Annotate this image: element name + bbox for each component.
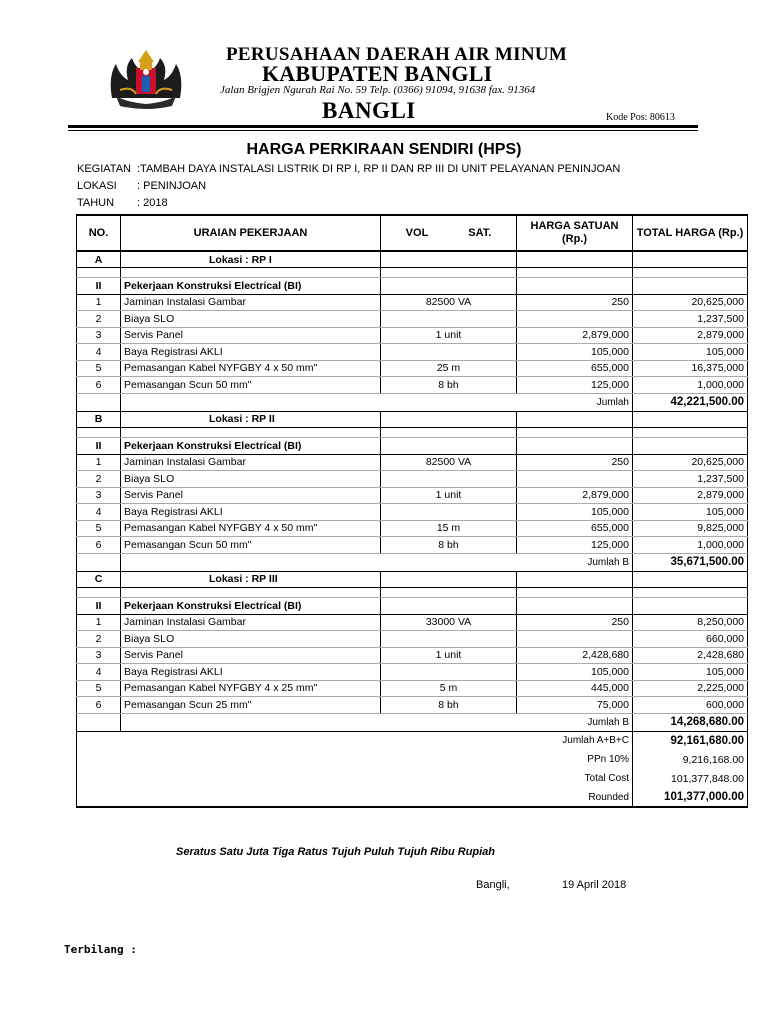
row-volume: 1 unit (381, 327, 517, 344)
blank-cell (77, 788, 517, 807)
pdam-bangli-logo (106, 46, 186, 110)
subtotal-row (77, 393, 748, 411)
table-row (77, 454, 748, 471)
row-unit-price: 75,000 (517, 697, 633, 714)
table-row (77, 680, 748, 697)
summary-value: 101,377,848.00 (633, 769, 748, 788)
row-total: 105,000 (633, 504, 748, 521)
summary-label: Rounded (517, 788, 633, 807)
row-no: 6 (77, 697, 121, 714)
row-description: Pemasangan Scun 50 mm" (121, 537, 381, 554)
row-description: Servis Panel (121, 647, 381, 664)
table-row (77, 697, 748, 714)
row-total: 660,000 (633, 631, 748, 648)
blank-cell (517, 411, 633, 428)
row-no: 4 (77, 664, 121, 681)
blank-cell (381, 713, 517, 731)
subtotal-value: 35,671,500.00 (633, 553, 748, 571)
row-total: 1,237,500 (633, 471, 748, 488)
blank-cell (633, 588, 748, 598)
blank-cell (633, 598, 748, 615)
row-total: 105,000 (633, 664, 748, 681)
spacer-row (77, 588, 748, 598)
row-total: 105,000 (633, 344, 748, 361)
row-unit-price: 105,000 (517, 504, 633, 521)
summary-label: Total Cost (517, 769, 633, 788)
subtotal-label: Jumlah B (517, 713, 633, 731)
table-row (77, 311, 748, 328)
summary-label: Jumlah A+B+C (517, 731, 633, 750)
blank-cell (121, 553, 381, 571)
blank-cell (77, 713, 121, 731)
letterhead-city: BANGLI (322, 98, 416, 123)
row-volume: 8 bh (381, 697, 517, 714)
row-description: Servis Panel (121, 327, 381, 344)
row-no: 2 (77, 471, 121, 488)
info-lokasi-value: : PENINJOAN (137, 180, 207, 192)
row-volume (381, 344, 517, 361)
section-code: B (77, 411, 121, 428)
row-unit-price (517, 311, 633, 328)
subtotal-label: Jumlah B (517, 553, 633, 571)
row-no: 3 (77, 647, 121, 664)
blank-cell (381, 571, 517, 588)
row-description: Jaminan Instalasi Gambar (121, 454, 381, 471)
blank-cell (381, 268, 517, 278)
row-unit-price: 250 (517, 614, 633, 631)
row-volume: 82500 VA (381, 294, 517, 311)
row-unit-price: 105,000 (517, 344, 633, 361)
section-location: Lokasi : RP I (121, 251, 381, 268)
section-row (77, 411, 748, 428)
blank-cell (77, 428, 121, 438)
subtotal-label: Jumlah (517, 393, 633, 411)
row-description: Baya Registrasi AKLI (121, 664, 381, 681)
amount-in-words: Seratus Satu Juta Tiga Ratus Tujuh Puluh Tujuh Ribu Rupiah (176, 846, 496, 858)
blank-cell (633, 438, 748, 455)
terbilang-label: Terbilang : (64, 943, 137, 956)
row-no: 1 (77, 454, 121, 471)
row-no: 5 (77, 520, 121, 537)
blank-cell (633, 571, 748, 588)
row-no: 4 (77, 504, 121, 521)
blank-cell (121, 588, 381, 598)
blank-cell (381, 598, 517, 615)
row-volume (381, 504, 517, 521)
row-description: Pemasangan Scun 50 mm" (121, 377, 381, 394)
table-row (77, 614, 748, 631)
row-no: 6 (77, 377, 121, 394)
blank-cell (77, 588, 121, 598)
row-description: Jaminan Instalasi Gambar (121, 614, 381, 631)
row-volume: 82500 VA (381, 454, 517, 471)
info-lokasi-label: LOKASI (77, 180, 117, 192)
letterhead-postal-code: Kode Pos: 80613 (606, 112, 675, 123)
row-unit-price: 655,000 (517, 520, 633, 537)
signature-place: Bangli, (476, 879, 510, 891)
row-description: Baya Registrasi AKLI (121, 504, 381, 521)
table-row (77, 664, 748, 681)
row-unit-price: 2,879,000 (517, 487, 633, 504)
row-description: Pemasangan Kabel NYFGBY 4 x 50 mm" (121, 360, 381, 377)
blank-cell (77, 393, 121, 411)
row-unit-price: 250 (517, 294, 633, 311)
row-unit-price (517, 631, 633, 648)
row-volume: 8 bh (381, 377, 517, 394)
header-sat: SAT. (468, 227, 492, 239)
row-volume: 5 m (381, 680, 517, 697)
blank-cell (633, 428, 748, 438)
blank-cell (381, 438, 517, 455)
blank-cell (517, 571, 633, 588)
section-location: Lokasi : RP III (121, 571, 381, 588)
row-volume: 1 unit (381, 487, 517, 504)
row-total: 20,625,000 (633, 454, 748, 471)
letterhead-address: Jalan Brigjen Ngurah Rai No. 59 Telp. (0366) 91094, 91638 fax. 91364 (220, 84, 536, 96)
subtotal-row (77, 553, 748, 571)
header-no: NO. (77, 215, 121, 251)
info-tahun (77, 197, 168, 209)
summary-row (77, 769, 748, 788)
blank-cell (517, 598, 633, 615)
row-volume: 8 bh (381, 537, 517, 554)
blank-cell (381, 278, 517, 295)
blank-cell (517, 428, 633, 438)
signature-date: 19 April 2018 (562, 879, 627, 891)
spacer-row (77, 268, 748, 278)
blank-cell (517, 251, 633, 268)
header-uraian: URAIAN PEKERJAAN (121, 215, 381, 251)
subsection-title: Pekerjaan Konstruksi Electrical (BI) (121, 438, 381, 455)
row-description: Jaminan Instalasi Gambar (121, 294, 381, 311)
letterhead (68, 38, 698, 130)
letterhead-rule-thin (68, 130, 698, 131)
row-no: 5 (77, 680, 121, 697)
row-description: Pemasangan Kabel NYFGBY 4 x 25 mm" (121, 680, 381, 697)
subsection-code: II (77, 598, 121, 615)
blank-cell (517, 268, 633, 278)
table-row (77, 504, 748, 521)
blank-cell (121, 393, 381, 411)
info-tahun-label: TAHUN (77, 197, 115, 209)
row-total: 8,250,000 (633, 614, 748, 631)
row-unit-price: 2,879,000 (517, 327, 633, 344)
row-description: Servis Panel (121, 487, 381, 504)
row-volume (381, 311, 517, 328)
blank-cell (77, 750, 517, 769)
subsection-code: II (77, 278, 121, 295)
blank-cell (517, 588, 633, 598)
blank-cell (121, 428, 381, 438)
summary-row (77, 788, 748, 807)
row-total: 2,879,000 (633, 327, 748, 344)
row-no: 1 (77, 614, 121, 631)
blank-cell (77, 731, 517, 750)
letterhead-region: KABUPATEN BANGLI (262, 61, 493, 86)
letterhead-rule-thick (68, 125, 698, 128)
subsection-row (77, 598, 748, 615)
blank-cell (517, 278, 633, 295)
row-description: Biaya SLO (121, 471, 381, 488)
header-vol: VOL (405, 227, 429, 239)
row-no: 2 (77, 631, 121, 648)
subtotal-value: 42,221,500.00 (633, 393, 748, 411)
row-unit-price: 2,428,680 (517, 647, 633, 664)
spacer-row (77, 428, 748, 438)
blank-cell (381, 553, 517, 571)
blank-cell (77, 268, 121, 278)
table-row (77, 294, 748, 311)
letterhead-company: PERUSAHAAN DAERAH AIR MINUM (226, 44, 568, 65)
table-row (77, 647, 748, 664)
summary-value: 9,216,168.00 (633, 750, 748, 769)
row-description: Pemasangan Scun 25 mm" (121, 697, 381, 714)
row-volume: 15 m (381, 520, 517, 537)
header-total-harga: TOTAL HARGA (Rp.) (633, 215, 748, 251)
row-volume: 1 unit (381, 647, 517, 664)
summary-value: 92,161,680.00 (633, 731, 748, 750)
blank-cell (381, 393, 517, 411)
row-total: 9,825,000 (633, 520, 748, 537)
row-volume (381, 471, 517, 488)
row-unit-price (517, 471, 633, 488)
blank-cell (633, 411, 748, 428)
blank-cell (381, 411, 517, 428)
row-total: 1,237,500 (633, 311, 748, 328)
row-total: 1,000,000 (633, 377, 748, 394)
info-kegiatan-value: :TAMBAH DAYA INSTALASI LISTRIK DI RP I, RP II DAN RP III DI UNIT PELAYANAN PENINJOAN (137, 163, 621, 175)
row-unit-price: 445,000 (517, 680, 633, 697)
subsection-code: II (77, 438, 121, 455)
table-row (77, 631, 748, 648)
section-row (77, 251, 748, 268)
row-no: 3 (77, 327, 121, 344)
row-no: 4 (77, 344, 121, 361)
blank-cell (121, 268, 381, 278)
row-total: 2,428,680 (633, 647, 748, 664)
header-vol-sat (381, 215, 517, 251)
row-volume: 33000 VA (381, 614, 517, 631)
row-total: 1,000,000 (633, 537, 748, 554)
row-unit-price: 125,000 (517, 377, 633, 394)
row-unit-price: 125,000 (517, 537, 633, 554)
table-row (77, 360, 748, 377)
table-row (77, 537, 748, 554)
table-row (77, 377, 748, 394)
row-no: 5 (77, 360, 121, 377)
blank-cell (381, 588, 517, 598)
row-no: 1 (77, 294, 121, 311)
table-row (77, 327, 748, 344)
row-unit-price: 655,000 (517, 360, 633, 377)
row-description: Biaya SLO (121, 631, 381, 648)
row-total: 2,225,000 (633, 680, 748, 697)
row-volume (381, 664, 517, 681)
blank-cell (121, 713, 381, 731)
info-lokasi (77, 180, 206, 192)
blank-cell (77, 769, 517, 788)
section-code: A (77, 251, 121, 268)
table-row (77, 487, 748, 504)
subsection-title: Pekerjaan Konstruksi Electrical (BI) (121, 278, 381, 295)
row-volume: 25 m (381, 360, 517, 377)
summary-row (77, 750, 748, 769)
summary-label: PPn 10% (517, 750, 633, 769)
table-row (77, 520, 748, 537)
row-no: 3 (77, 487, 121, 504)
hps-table-body (77, 215, 748, 807)
blank-cell (381, 428, 517, 438)
row-volume (381, 631, 517, 648)
table-row (77, 471, 748, 488)
row-description: Pemasangan Kabel NYFGBY 4 x 50 mm" (121, 520, 381, 537)
document-title: HARGA PERKIRAAN SENDIRI (HPS) (246, 141, 522, 158)
info-kegiatan-label: KEGIATAN (77, 163, 131, 175)
table-header-row (77, 215, 748, 251)
header-harga-satuan: HARGA SATUAN (Rp.) (517, 215, 633, 251)
subsection-row (77, 438, 748, 455)
section-row (77, 571, 748, 588)
row-unit-price: 105,000 (517, 664, 633, 681)
subtotal-row (77, 713, 748, 731)
table-row (77, 344, 748, 361)
row-no: 2 (77, 311, 121, 328)
row-total: 16,375,000 (633, 360, 748, 377)
blank-cell (381, 251, 517, 268)
row-no: 6 (77, 537, 121, 554)
blank-cell (517, 438, 633, 455)
blank-cell (633, 251, 748, 268)
hps-table (76, 214, 748, 808)
section-location: Lokasi : RP II (121, 411, 381, 428)
row-unit-price: 250 (517, 454, 633, 471)
summary-value: 101,377,000.00 (633, 788, 748, 807)
summary-row (77, 731, 748, 750)
row-description: Biaya SLO (121, 311, 381, 328)
blank-cell (633, 278, 748, 295)
blank-cell (633, 268, 748, 278)
row-total: 20,625,000 (633, 294, 748, 311)
section-code: C (77, 571, 121, 588)
info-kegiatan (77, 163, 620, 175)
subsection-row (77, 278, 748, 295)
row-description: Baya Registrasi AKLI (121, 344, 381, 361)
row-total: 600,000 (633, 697, 748, 714)
subsection-title: Pekerjaan Konstruksi Electrical (BI) (121, 598, 381, 615)
info-tahun-value: : 2018 (137, 197, 168, 209)
blank-cell (77, 553, 121, 571)
row-total: 2,879,000 (633, 487, 748, 504)
subtotal-value: 14,268,680.00 (633, 713, 748, 731)
